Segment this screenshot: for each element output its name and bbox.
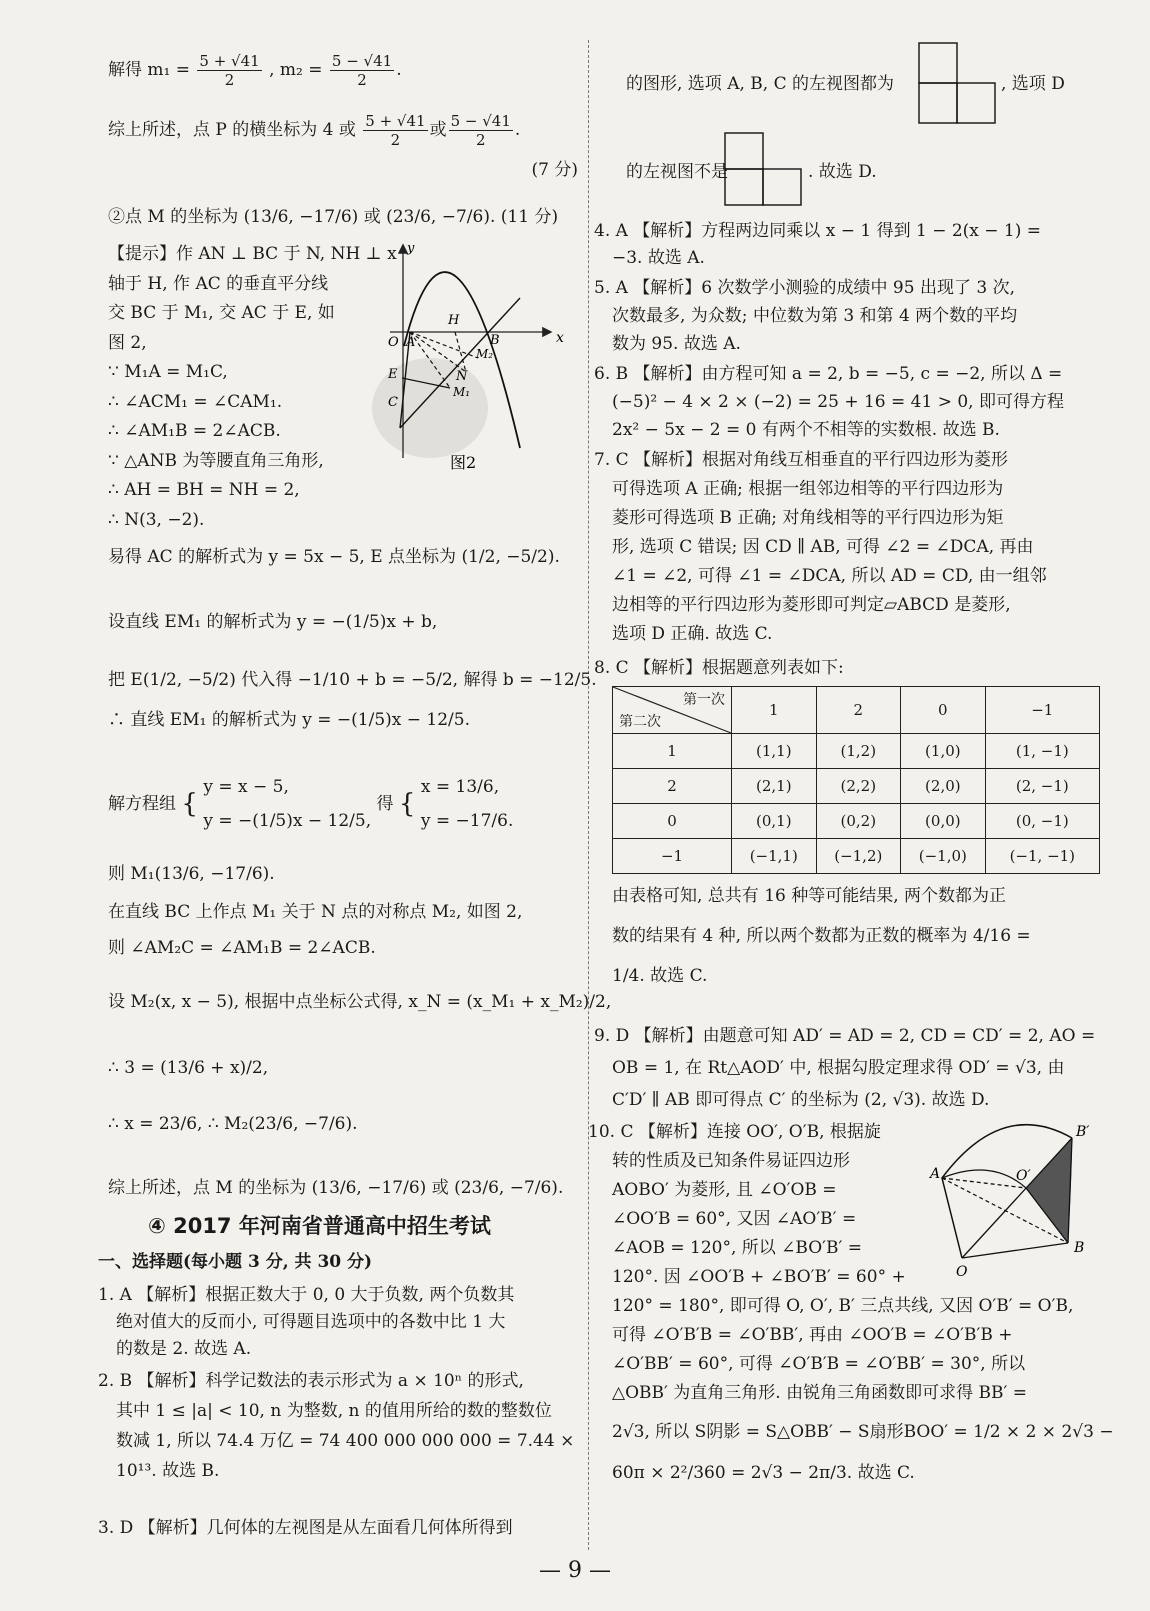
svg-text:H: H [448,313,460,328]
question-10: 10. C 【解析】连接 OO′, O′B, 根据旋 转的性质及已知条件易证四边形 AOBO′ 为菱形, 且 ∠O′OB = ∠OO′B = 60°, 又因 ∠AO′B′ = ∠AOB = 120°, 所以 ∠BO′B′ = 120°. 因 ∠OO′B + ∠BO′B′ = 60° + 120° = 180°, 即可得 O, O′, B′ 三点共线, 又因 O′B′ = O′B, 可得 ∠O′B′B = ∠O′BB′, 再由 ∠OO′B = ∠O′B′B + ∠O′BB′ = 60°, 可得 ∠O′B′B = ∠O′BB′ = 30°, 所以 △OBB′ 为直角三角形. 由锐角三角函数即可求得 BB′ = 2√3, 所以 S阴影 = S△OBB′ − S扇形BOO′ = 1/2 × 2 × 2√3 − 60π × 2²/360 = 2√3 − 2π/3. 故选 C. [588,1122,1114,1483]
question-8: 8. C 【解析】根据题意列表如下: [594,658,844,678]
eq-3-line: ∴ 3 = (13/6 + x)/2, [108,1058,269,1078]
substitute-line: 把 E(1/2, −5/2) 代入得 −1/10 + b = −5/2, 解得 b = −12/5. [108,670,597,690]
shaded-region [1026,1138,1072,1243]
conclusion-p-line: 综上所述，点 P 的横坐标为 4 或 $\frac{5 + √41}{2}$ 或 $\frac{5 - √41}{2}$ . [108,112,521,149]
table-row: 2 (2,1) (2,2) (2,0) (2, −1) [613,769,1100,804]
svg-text:O: O [388,335,399,350]
final-conclusion-line: 综上所述，点 M 的坐标为 (13/6, −17/6) 或 (23/6, −7/6). [108,1178,564,1198]
question-8-conclusion: 由表格可知, 总共有 16 种等可能结果, 两个数都为正 数的结果有 4 种, 所以两个数都为正数的概率为 4/16 = 1/4. 故选 C. [612,886,1031,986]
q3-option-d: , 选项 D [1001,74,1065,94]
table-row: 0 (0,1) (0,2) (0,0) (0, −1) [613,804,1100,839]
fraction: $\frac{5 + √41}{2}$ [199,52,260,89]
svg-text:O: O [956,1264,968,1280]
q3-continued-1: 的图形, 选项 A, B, C 的左视图都为 [626,74,895,94]
ac-line: 易得 AC 的解析式为 y = 5x − 5, E 点坐标为 (1/2, −5/2). [108,547,560,567]
svg-text:B: B [1074,1240,1085,1256]
question-7: 7. C 【解析】根据对角线互相垂直的平行四边形为菱形 可得选项 A 正确; 根据一组邻边相等的平行四边形为 菱形可得选项 B 正确; 对角线相等的平行四边形为矩 形, 选项 C 错误; 因 CD ∥ AB, 可得 ∠2 = ∠DCA, 再由 ∠1 = ∠2, 可得 ∠1 = ∠DCA, 所以 AD = CD, 由一组邻 边相等的平行四边形为菱形即可判定▱ABCD 是菱形, 选项 D 正确. 故选 C. [594,450,1047,644]
question-6: 6. B 【解析】由方程可知 a = 2, b = −5, c = −2, 所以 Δ = (−5)² − 4 × 2 × (−2) = 25 + 16 = 41 > 0, 即可得方程 2x² − 5x − 2 = 0 有两个不相等的实数根. 故选 B. [594,364,1064,440]
left-view-shape-2 [724,132,806,210]
m1-result-line: 则 M₁(13/6, −17/6). [108,864,275,884]
symmetric-line-1: 在直线 BC 上作点 M₁ 关于 N 点的对称点 M₂, 如图 2, [108,902,523,922]
section-title: ④ 2017 年河南省普通高中招生考试 [148,1214,491,1238]
svg-text:B: B [490,333,500,348]
left-view-shape-1 [918,42,998,126]
svg-text:O′: O′ [1016,1168,1031,1184]
choice-heading: 一、选择题(每小题 3 分, 共 30 分) [98,1252,373,1272]
system-of-equations: 解方程组 { y = x − 5, y = −(1/5)x − 12/5, 得 { x = 13/6, y = −17/6. [108,777,514,831]
q3-continued-2: 的左视图不是 [626,162,728,182]
svg-text:y: y [407,241,415,256]
hint-block: 【提示】作 AN ⊥ BC 于 N, NH ⊥ x 轴于 H, 作 AC 的垂直平分线 交 BC 于 M₁, 交 AC 于 E, 如 图 2, ∵ M₁A = M₁C, ∴ ∠ACM₁ = ∠CAM₁. ∴ ∠AM₁B = 2∠ACB. ∵ △ANB 为等腰直角三角形, ∴ AH = BH = NH = 2, ∴ N(3, −2). [108,244,397,530]
midpoint-line: 设 M₂(x, x − 5), 根据中点坐标公式得, x_N = (x_M₁ + x_M₂)/2, [108,992,612,1012]
svg-text:C: C [388,395,398,410]
page-number: — 9 — [539,1558,611,1583]
svg-text:A: A [930,1166,941,1182]
question-1: 1. A 【解析】根据正数大于 0, 0 大于负数, 两个负数其 绝对值大的反而小, 可得题目选项中的各数中比 1 大 的数是 2. 故选 A. [98,1285,515,1359]
line-ob [962,1243,1068,1258]
svg-text:x: x [556,330,564,346]
question-2: 2. B 【解析】科学记数法的表示形式为 a × 10ⁿ 的形式, 其中 1 ≤ |a| < 10, n 为整数, n 的值用所给的数的整数位 数减 1, 所以 74.4 万亿 = 74 400 000 000 000 = 7.44 × 10¹³. 故选 B. [98,1371,575,1481]
x-result-line: ∴ x = 23/6, ∴ M₂(23/6, −7/6). [108,1114,358,1134]
question-3: 3. D 【解析】几何体的左视图是从左面看几何体所得到 [98,1518,513,1538]
table-row: 1 (1,1) (1,2) (1,0) (1, −1) [613,734,1100,769]
svg-text:N: N [456,369,468,384]
question-5: 5. A 【解析】6 次数学小测验的成绩中 95 出现了 3 次, 次数最多, 为众数; 中位数为第 3 和第 4 两个数的平均 数为 95. 故选 A. [594,278,1018,354]
score-7: (7 分) [531,160,578,180]
svg-text:M₂: M₂ [476,347,494,361]
q3-answer: . 故选 D. [808,162,877,182]
probability-table [612,686,1100,874]
figure-q10-sector [932,1118,1102,1278]
text: , m₂ = [269,60,323,80]
table-row: −1 (−1,1) (−1,2) (−1,0) (−1, −1) [613,839,1100,874]
solve-m-line: 解得 m₁ = $\frac{5 + √41}{2}$ , m₂ = $\frac{5 - √41}{2}$ . [108,52,402,89]
svg-text:M₁: M₁ [453,385,471,399]
m-coord-line: ②点 M 的坐标为 (13/6, −17/6) 或 (23/6, −7/6). (11 分) [108,207,559,227]
em-set-line: 设直线 EM₁ 的解析式为 y = −(1/5)x + b, [108,612,438,632]
table-header: 0 [901,687,986,734]
svg-text:E: E [388,367,398,382]
text: 解得 m₁ = [108,60,190,80]
figure-2-graph [380,238,580,470]
question-4: 4. A 【解析】方程两边同乘以 x − 1 得到 1 − 2(x − 1) = −3. 故选 A. [594,221,1042,268]
svg-text:A: A [406,335,416,350]
table-header: 2 [816,687,901,734]
em-result-line: ∴ 直线 EM₁ 的解析式为 y = −(1/5)x − 12/5. [108,710,470,730]
fraction: $\frac{5 - √41}{2}$ [331,52,393,89]
question-9: 9. D 【解析】由题意可知 AD′ = AD = 2, CD = CD′ = 2, AO = OB = 1, 在 Rt△AOD′ 中, 根据勾股定理求得 OD′ = √3, 由 C′D′ ∥ AB 即可得点 C′ 的坐标为 (2, √3). 故选 D. [594,1026,1096,1110]
corner-cell: 第一次 第二次 [613,687,732,734]
table-header: 1 [732,687,817,734]
arc-inner [942,1170,1026,1188]
svg-text:B′: B′ [1076,1124,1090,1140]
table-header: −1 [985,687,1099,734]
table-header-row [613,687,1100,734]
svg-text:图2: 图2 [450,453,477,472]
symmetric-line-2: 则 ∠AM₂C = ∠AM₁B = 2∠ACB. [108,938,376,958]
